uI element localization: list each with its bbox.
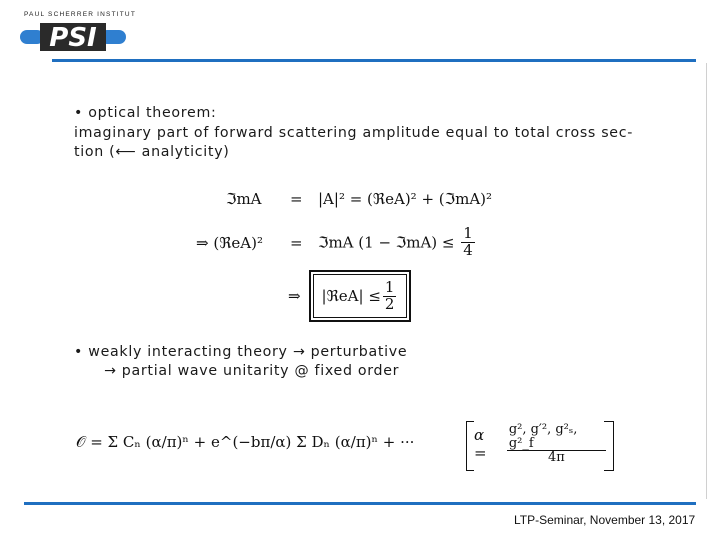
bullet2-title-row xyxy=(74,343,407,361)
bullet1-line2: imaginary part of forward scattering amplitude equal to total cross sec- xyxy=(74,125,634,141)
alpha-fraction xyxy=(507,423,606,465)
eq1-lhs: ℑmA xyxy=(226,190,262,208)
eq2-lhs: ⇒ (ℜeA)² xyxy=(196,234,263,252)
eq2-rhs xyxy=(318,226,477,259)
eq2-fraction xyxy=(461,226,475,259)
footer-text: LTP-Seminar, November 13, 2017 xyxy=(514,513,696,527)
eq2-frac-num: 1 xyxy=(463,224,473,242)
bullet1-title: optical theorem: xyxy=(88,105,217,121)
eq3-box-text: |ℜeA| ≤ xyxy=(321,287,381,305)
alpha-definition xyxy=(474,422,608,466)
eq2-frac-den: 4 xyxy=(463,240,473,259)
svg-text:PSI: PSI xyxy=(49,23,97,52)
eq3-frac-num: 1 xyxy=(384,277,395,296)
top-rule xyxy=(52,59,696,62)
alpha-lhs: α = xyxy=(474,426,487,462)
bullet-glyph: • xyxy=(74,344,84,360)
institute-name: PAUL SCHERRER INSTITUT xyxy=(24,11,136,18)
eq3-fraction xyxy=(383,277,397,313)
eq1-equals: = xyxy=(290,190,303,208)
eq3-frac-den: 2 xyxy=(384,294,395,313)
eq3-box xyxy=(309,270,411,322)
bullet2-title: weakly interacting theory → perturbative xyxy=(88,344,408,360)
alpha-num: g², g′², g²ₛ, g²_f xyxy=(507,423,606,451)
eq2-rhs-text: ℑmA (1 − ℑmA) ≤ xyxy=(318,233,455,252)
slide-right-edge xyxy=(706,63,707,499)
bullet2-line2: → partial wave unitarity @ fixed order xyxy=(104,363,400,379)
psi-logo xyxy=(20,22,126,52)
bottom-rule xyxy=(24,502,696,505)
eq1-rhs: |A|² = (ℜeA)² + (ℑmA)² xyxy=(318,190,493,208)
bullet1-line3: tion (⟵ analyticity) xyxy=(74,144,230,160)
bullet1-title-row xyxy=(74,104,216,122)
series-equation: 𝒪 = Σ Cₙ (α/π)ⁿ + e^(−bπ/α) Σ Dₙ (α/π)ⁿ + ··· xyxy=(76,433,415,451)
alpha-den: 4π xyxy=(547,450,565,466)
bullet-glyph: • xyxy=(74,105,84,121)
eq2-equals: = xyxy=(290,234,303,252)
eq3-arrow: ⇒ xyxy=(288,287,301,305)
